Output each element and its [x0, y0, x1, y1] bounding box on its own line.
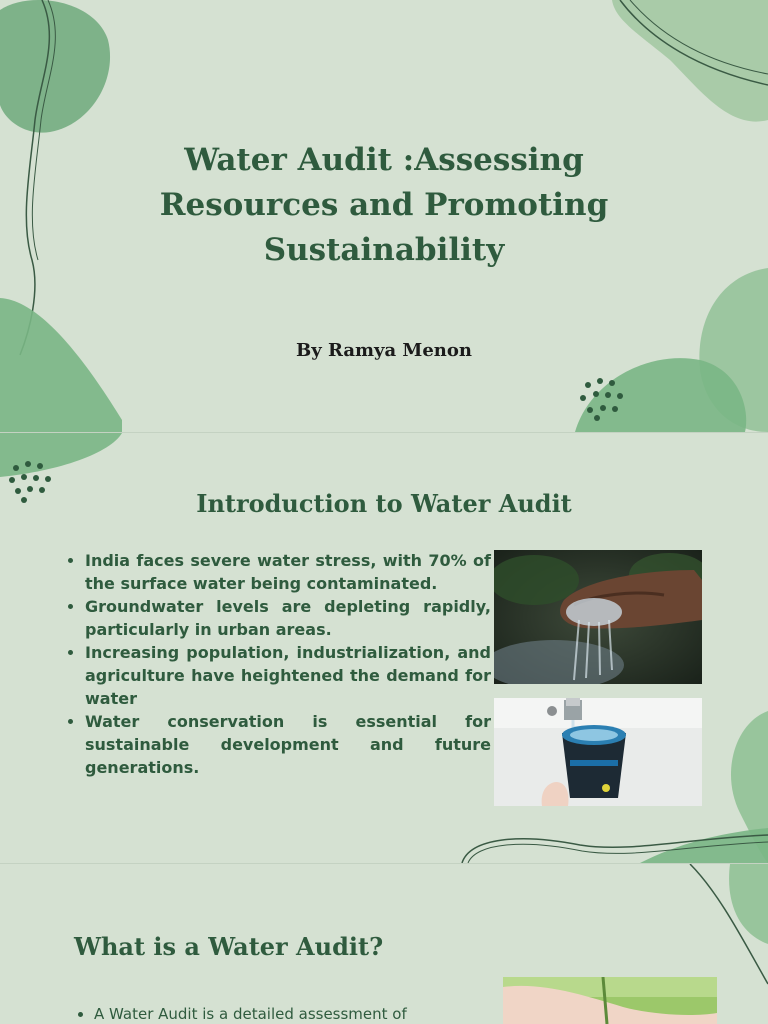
list-item: • India faces severe water stress, with 70% of the surface water being contaminated.	[85, 549, 491, 595]
list-item: • Increasing population, industrialization, and agriculture have heightened the demand for water	[85, 641, 491, 710]
bullet-list	[67, 549, 491, 779]
list-item: • Groundwater levels are depleting rapidly, particularly in urban areas.	[85, 595, 491, 641]
section-heading: What is a Water Audit?	[74, 932, 384, 961]
list-item: • A Water Audit is a detailed assessment of	[94, 1004, 407, 1024]
hands-cupping-water-photo	[494, 550, 702, 684]
section-heading: Introduction to Water Audit	[196, 489, 572, 518]
plant-in-hands-photo	[503, 977, 717, 1024]
author-line: By Ramya Menon	[296, 340, 472, 361]
intro-slide	[0, 433, 768, 863]
what-is-slide	[0, 864, 768, 1024]
cup-under-tap-photo	[494, 698, 702, 806]
presentation-title: Water Audit :Assessing Resources and Promoting Sustainability	[159, 142, 609, 268]
bullet-list	[78, 1004, 407, 1024]
list-item: • Water conservation is essential for sustainable development and future generations.	[85, 710, 491, 779]
title-slide	[0, 0, 768, 432]
